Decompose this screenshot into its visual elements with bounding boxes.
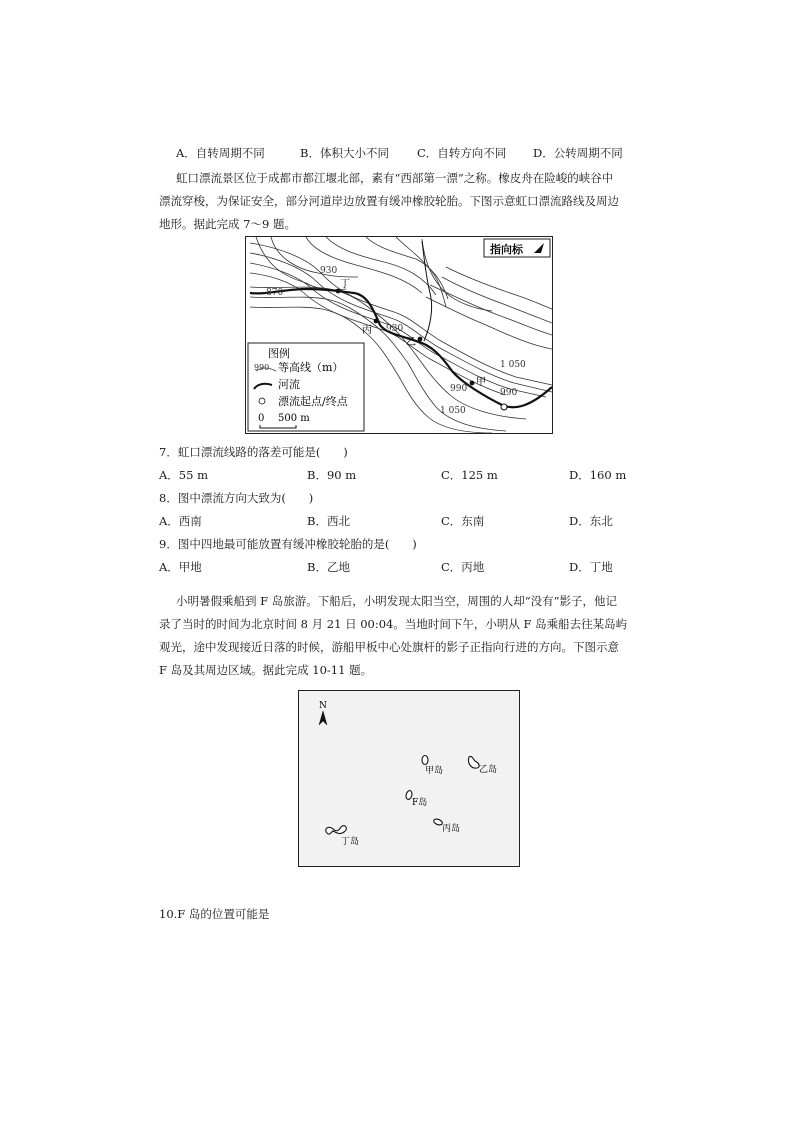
q8-stem: 8．图中漂流方向大致为( ) <box>159 491 314 505</box>
q6-option-d: D．公转周期不同 <box>533 146 623 160</box>
rafting-endpoint <box>501 404 507 410</box>
island-f-label: F岛 <box>412 798 428 808</box>
point-jia <box>470 381 475 386</box>
q7-option-b: B．90 m <box>307 468 357 482</box>
intro1-line3: 地形。据此完成 7～9 题。 <box>159 217 296 231</box>
legend-scale-zero: 0 <box>258 413 265 424</box>
intro1-line1: 虹口漂流景区位于成都市都江堰北部，素有“西部第一漂”之称。橡皮舟在险峻的峡谷中 <box>176 171 614 185</box>
q6-option-a: A．自转周期不同 <box>176 146 265 160</box>
contour-label-1050a: 1 050 <box>500 360 526 370</box>
legend-scale-label: 500 m <box>278 413 310 424</box>
q8-option-a: A．西南 <box>159 514 202 528</box>
island-yi-shape <box>468 756 479 768</box>
q7-option-d: D．160 m <box>569 468 627 482</box>
legend-title: 图例 <box>268 347 290 360</box>
q9-option-c: C．丙地 <box>441 560 485 574</box>
label-jia: 甲 <box>476 377 486 388</box>
island-jia-label: 甲岛 <box>425 766 444 776</box>
contour-label-870: 870 <box>266 288 284 298</box>
label-ding: 丁 <box>340 279 350 290</box>
point-bing <box>374 319 379 324</box>
north-label: N <box>319 701 327 711</box>
island-bing-label: 丙岛 <box>442 824 461 834</box>
contour-label-990a: 990 <box>450 384 468 394</box>
legend-point-icon <box>259 398 265 404</box>
q7-option-a: A．55 m <box>159 468 208 482</box>
q6-option-c: C．自转方向不同 <box>417 146 507 160</box>
island-jia-shape <box>422 756 428 765</box>
label-bing: 丙 <box>362 325 372 336</box>
tributary-line <box>422 241 432 341</box>
intro2-line4: F 岛及其周边区域。据此完成 10-11 题。 <box>159 663 373 677</box>
q9-option-b: B．乙地 <box>307 560 350 574</box>
q6-option-b: B．体积大小不同 <box>300 146 389 160</box>
q7-stem: 7．虹口漂流线路的落差可能是( ) <box>159 445 348 459</box>
island-map <box>298 690 520 867</box>
compass-label: 指向标 <box>490 243 523 256</box>
q8-option-b: B．西北 <box>307 514 350 528</box>
q7-option-c: C．125 m <box>441 468 498 482</box>
north-arrow-icon <box>319 711 327 725</box>
q8-option-c: C．东南 <box>441 514 485 528</box>
rafting-map-svg <box>246 237 552 433</box>
legend-contour-sample: 990 <box>254 363 270 372</box>
island-ding-shape <box>326 826 347 834</box>
q9-option-a: A．甲地 <box>159 560 202 574</box>
legend-contour-label: 等高线（m） <box>278 361 344 374</box>
contour-label-1050b: 1 050 <box>440 406 466 416</box>
q9-stem: 9．图中四地最可能放置有缓冲橡胶轮胎的是( ) <box>159 537 417 551</box>
legend-point-label: 漂流起点/终点 <box>278 395 348 408</box>
contour-label-930b: 930 <box>386 324 404 334</box>
legend-river-label: 河流 <box>278 378 300 391</box>
q9-option-d: D．丁地 <box>569 560 613 574</box>
q8-option-d: D．东北 <box>569 514 613 528</box>
intro1-line2: 漂流穿梭，为保证安全，部分河道岸边放置有缓冲橡胶轮胎。下图示意虹口漂流路线及周边 <box>159 194 619 208</box>
q10-stem: 10.F 岛的位置可能是 <box>159 907 270 921</box>
intro2-line1: 小明暑假乘船到 F 岛旅游。下船后，小明发现太阳当空，周围的人却“没有”影子，他记 <box>176 594 618 608</box>
point-yi <box>418 337 423 342</box>
intro2-line3: 观光，途中发现接近日落的时候，游船甲板中心处旗杆的影子正指向行进的方向。下图示意 <box>159 640 619 654</box>
rafting-map <box>245 236 553 434</box>
contour-label-930a: 930 <box>320 266 338 276</box>
island-ding-label: 丁岛 <box>341 837 360 847</box>
island-yi-label: 乙岛 <box>479 765 498 775</box>
intro2-line2: 录了当时的时间为北京时间 8 月 21 日 00:04。当地时间下午，小明从 F 岛乘船去往某岛屿 <box>159 617 628 631</box>
contour-label-990b: 990 <box>500 388 518 398</box>
label-yi: 乙 <box>406 337 416 348</box>
island-map-svg <box>299 691 519 866</box>
